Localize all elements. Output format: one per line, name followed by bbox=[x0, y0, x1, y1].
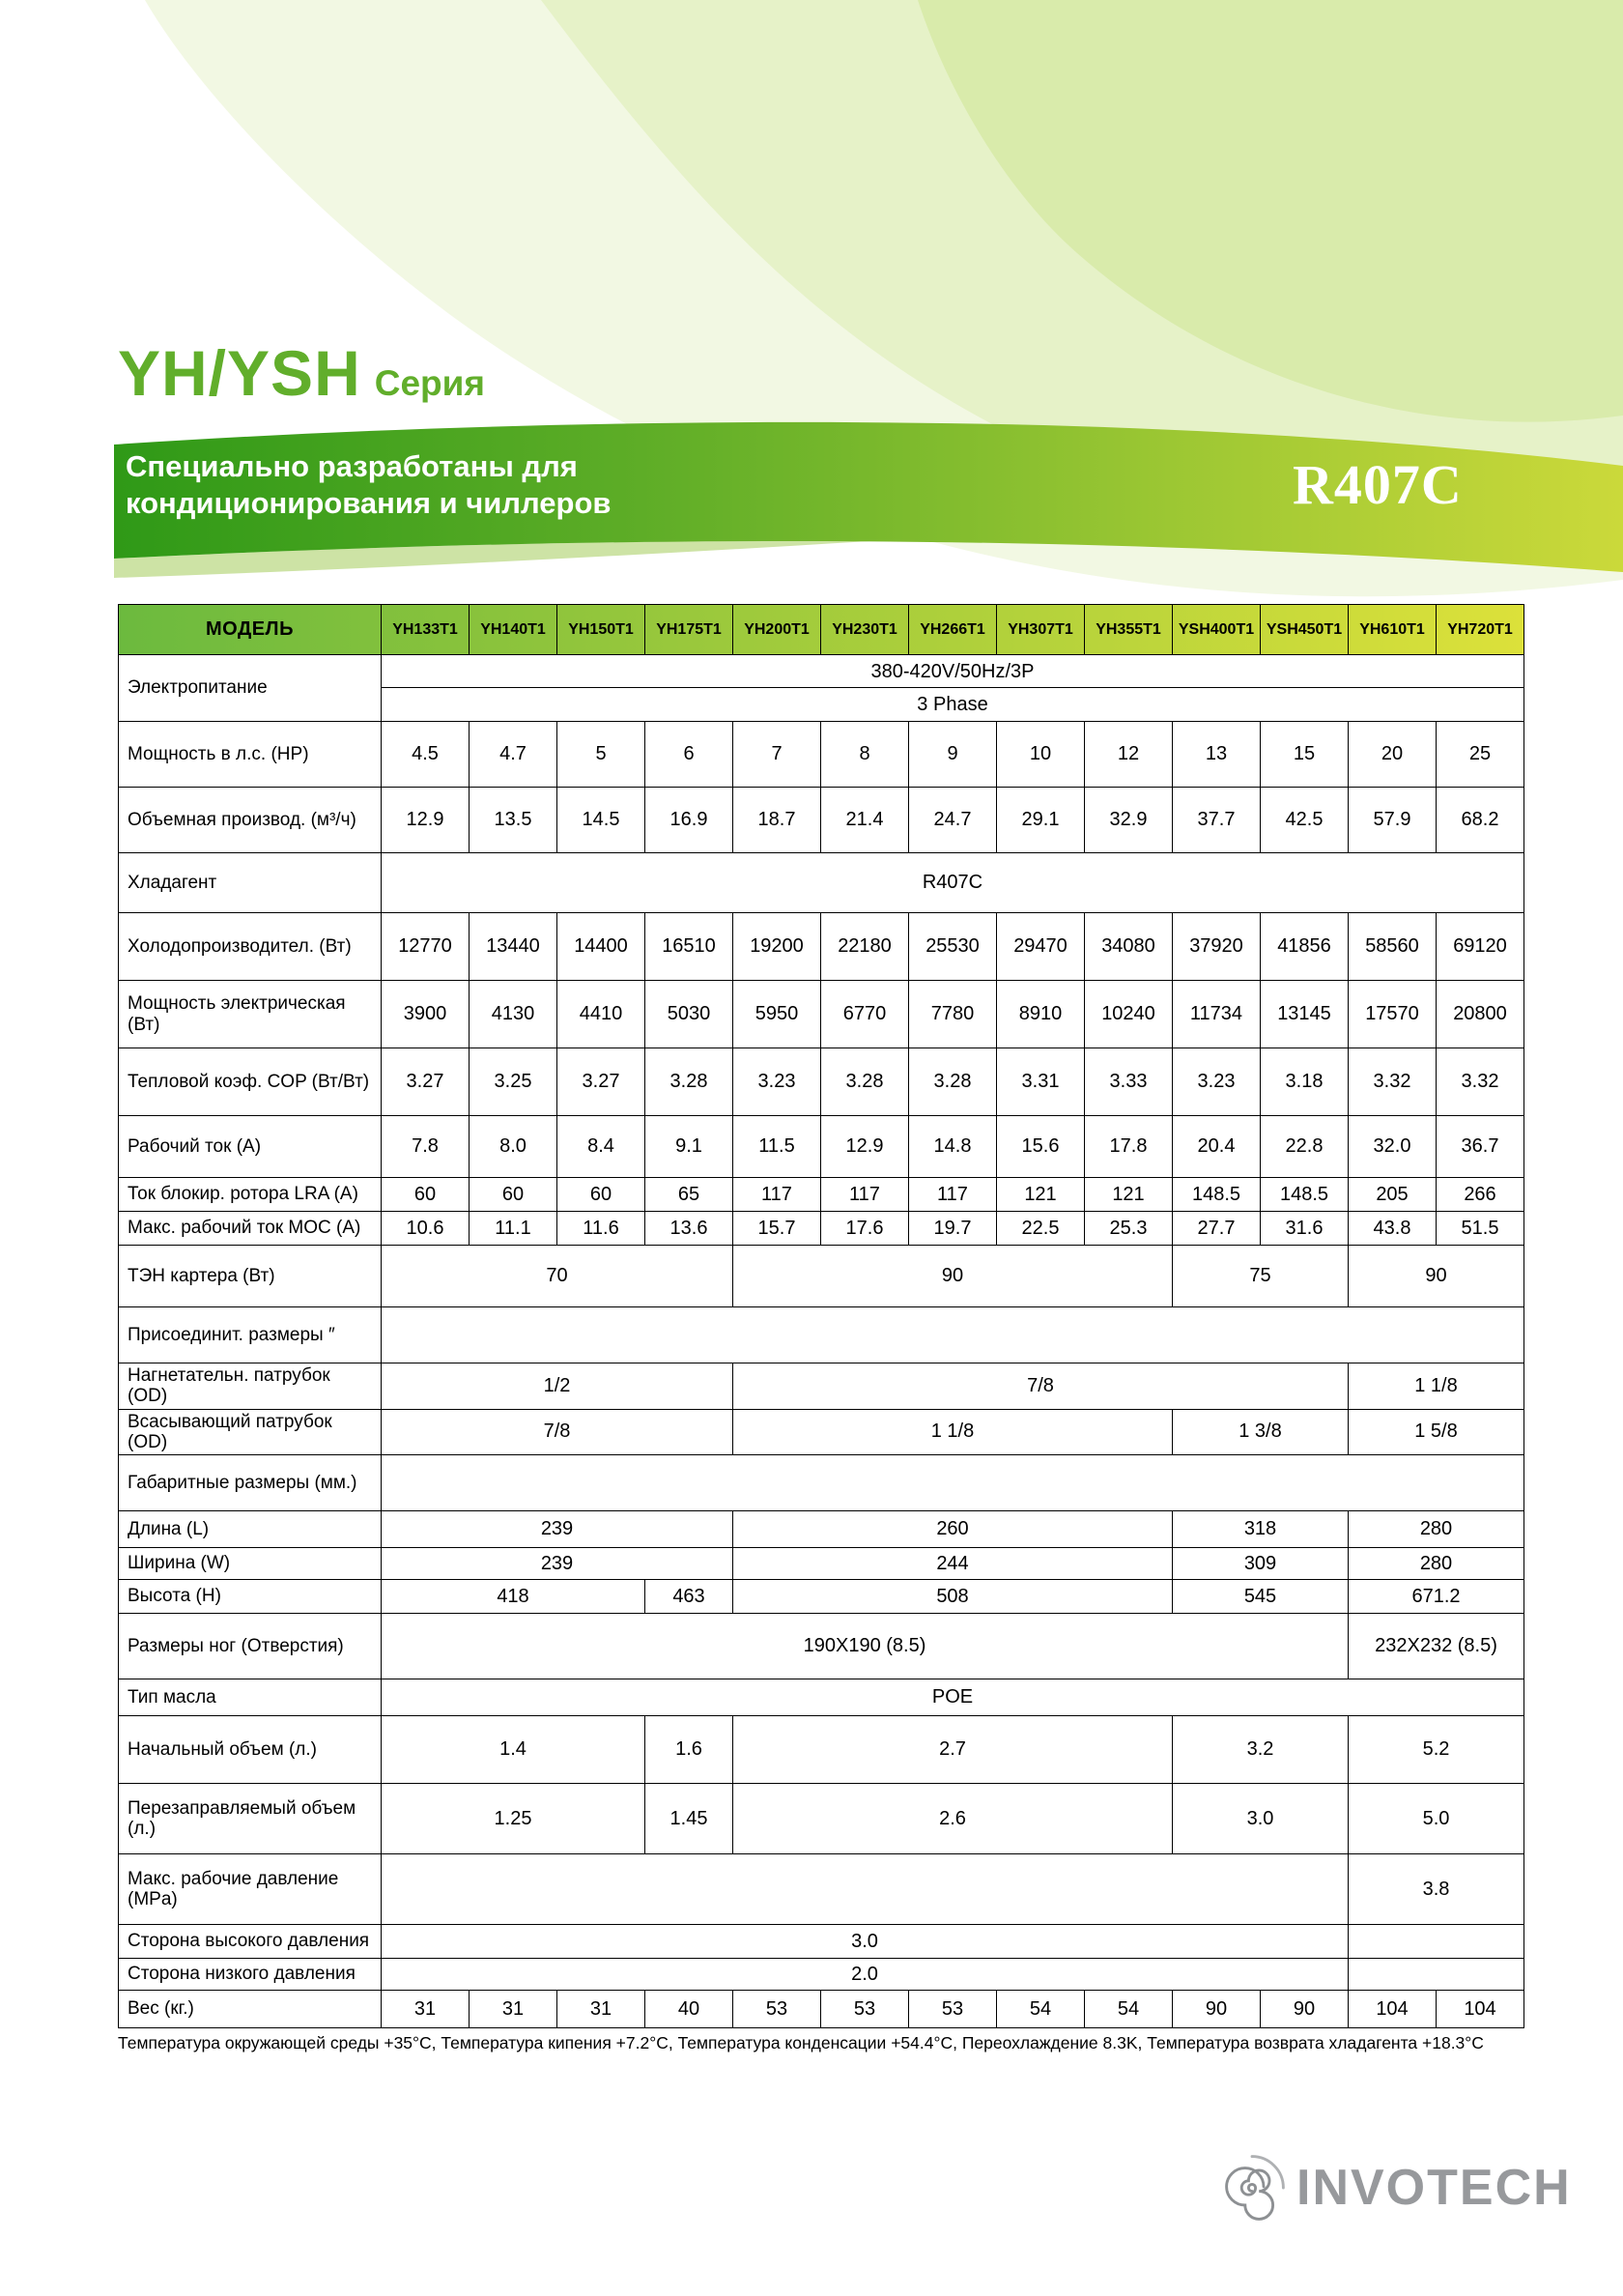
series-title-main: YH/YSH bbox=[118, 337, 361, 409]
value-cell: 148.5 bbox=[1173, 1178, 1261, 1212]
value-cell: 22.5 bbox=[997, 1212, 1085, 1246]
table-row bbox=[119, 1959, 1524, 1991]
table-row bbox=[119, 1548, 1524, 1580]
value-cell: 15.6 bbox=[997, 1116, 1085, 1178]
value-cell: 12770 bbox=[382, 913, 470, 981]
row-label: Сторона низкого давления bbox=[119, 1959, 382, 1991]
row-label: Мощность электрическая (Вт) bbox=[119, 981, 382, 1048]
value-cell: 12 bbox=[1085, 722, 1173, 788]
value-cell: 1/2 bbox=[382, 1363, 733, 1410]
value-cell: 9 bbox=[909, 722, 997, 788]
value-cell bbox=[1349, 1959, 1524, 1991]
table-row bbox=[119, 1178, 1524, 1212]
value-cell: 40 bbox=[645, 1991, 733, 2028]
value-cell: 11.6 bbox=[557, 1212, 645, 1246]
value-cell: 104 bbox=[1437, 1991, 1524, 2028]
value-cell: 31 bbox=[382, 1991, 470, 2028]
value-cell: 121 bbox=[1085, 1178, 1173, 1212]
value-cell: 6770 bbox=[821, 981, 909, 1048]
table-header-row bbox=[119, 605, 1524, 655]
series-title-sub: Серия bbox=[374, 363, 485, 403]
table-row bbox=[119, 788, 1524, 853]
series-title bbox=[118, 336, 485, 410]
row-label: Холодопроизводител. (Вт) bbox=[119, 913, 382, 981]
value-cell: 25 bbox=[1437, 722, 1524, 788]
table-row bbox=[119, 722, 1524, 788]
value-cell: 57.9 bbox=[1349, 788, 1437, 853]
value-cell: 8.0 bbox=[470, 1116, 557, 1178]
value-cell: 4130 bbox=[470, 981, 557, 1048]
footnote: Температура окружающей среды +35°C, Температура кипения +7.2°C, Температура конденсации +54.4°C, Переохлаждение 8.3K, Температура возврата хладагента +18.3°C bbox=[118, 2033, 1484, 2052]
value-cell bbox=[382, 1854, 1349, 1925]
spiral-logo-icon bbox=[1217, 2153, 1287, 2223]
value-cell: 121 bbox=[997, 1178, 1085, 1212]
value-cell: 12.9 bbox=[382, 788, 470, 853]
value-cell: 69120 bbox=[1437, 913, 1524, 981]
value-cell: 7.8 bbox=[382, 1116, 470, 1178]
stacked-value: 380-420V/50Hz/3P bbox=[382, 655, 1523, 688]
row-label: Ширина (W) bbox=[119, 1548, 382, 1580]
value-cell: 8.4 bbox=[557, 1116, 645, 1178]
value-cell: 13 bbox=[1173, 722, 1261, 788]
value-cell: 90 bbox=[733, 1246, 1173, 1307]
value-cell: 232X232 (8.5) bbox=[1349, 1614, 1524, 1679]
value-cell bbox=[382, 1307, 1524, 1363]
row-label: Габаритные размеры (мм.) bbox=[119, 1455, 382, 1511]
value-cell: 31.6 bbox=[1261, 1212, 1349, 1246]
row-label: Тепловой коэф. COP (Вт/Вт) bbox=[119, 1048, 382, 1116]
value-cell: 37.7 bbox=[1173, 788, 1261, 853]
row-label: Начальный объем (л.) bbox=[119, 1716, 382, 1784]
value-cell: 70 bbox=[382, 1246, 733, 1307]
model-name-header: YH150T1 bbox=[557, 605, 645, 655]
refrigerant-badge: R407C bbox=[1293, 453, 1463, 516]
value-cell: 2.6 bbox=[733, 1784, 1173, 1854]
table-row bbox=[119, 1246, 1524, 1307]
table-row bbox=[119, 853, 1524, 913]
value-cell bbox=[382, 1455, 1524, 1511]
value-cell: 4.5 bbox=[382, 722, 470, 788]
value-cell: 10.6 bbox=[382, 1212, 470, 1246]
spec-table bbox=[118, 604, 1524, 2028]
table-row bbox=[119, 981, 1524, 1048]
value-cell: 5950 bbox=[733, 981, 821, 1048]
value-cell: 53 bbox=[733, 1991, 821, 2028]
value-cell: 31 bbox=[557, 1991, 645, 2028]
row-label: Высота (H) bbox=[119, 1580, 382, 1614]
value-cell: 14400 bbox=[557, 913, 645, 981]
value-cell: 7780 bbox=[909, 981, 997, 1048]
value-cell: 3.8 bbox=[1349, 1854, 1524, 1925]
value-cell bbox=[382, 655, 1524, 722]
model-name-header: YH140T1 bbox=[470, 605, 557, 655]
model-name-header: YH200T1 bbox=[733, 605, 821, 655]
model-name-header: YH307T1 bbox=[997, 605, 1085, 655]
value-cell: 5.0 bbox=[1349, 1784, 1524, 1854]
value-cell: 117 bbox=[733, 1178, 821, 1212]
table-row bbox=[119, 1925, 1524, 1959]
value-cell: 15.7 bbox=[733, 1212, 821, 1246]
row-label: Электропитание bbox=[119, 655, 382, 722]
brand-logo bbox=[1217, 2153, 1572, 2223]
value-cell: 4.7 bbox=[470, 722, 557, 788]
value-cell: 19200 bbox=[733, 913, 821, 981]
value-cell: 22180 bbox=[821, 913, 909, 981]
value-cell: 1 1/8 bbox=[733, 1409, 1173, 1455]
row-label: Объемная производ. (м³/ч) bbox=[119, 788, 382, 853]
value-cell: 60 bbox=[470, 1178, 557, 1212]
value-cell: 1 3/8 bbox=[1173, 1409, 1349, 1455]
value-cell: 1.45 bbox=[645, 1784, 733, 1854]
model-name-header: YH175T1 bbox=[645, 605, 733, 655]
value-cell: 10 bbox=[997, 722, 1085, 788]
table-row bbox=[119, 913, 1524, 981]
row-label: Макс. рабочие давление (MPa) bbox=[119, 1854, 382, 1925]
value-cell: 12.9 bbox=[821, 1116, 909, 1178]
table-row bbox=[119, 1854, 1524, 1925]
value-cell: 13440 bbox=[470, 913, 557, 981]
value-cell: 27.7 bbox=[1173, 1212, 1261, 1246]
value-cell: 20.4 bbox=[1173, 1116, 1261, 1178]
value-cell: 36.7 bbox=[1437, 1116, 1524, 1178]
value-cell: 65 bbox=[645, 1178, 733, 1212]
value-cell: 14.5 bbox=[557, 788, 645, 853]
value-cell: 7 bbox=[733, 722, 821, 788]
value-cell: 75 bbox=[1173, 1246, 1349, 1307]
value-cell: 9.1 bbox=[645, 1116, 733, 1178]
table-row bbox=[119, 1679, 1524, 1716]
value-cell: 22.8 bbox=[1261, 1116, 1349, 1178]
value-cell: 3900 bbox=[382, 981, 470, 1048]
value-cell: 1.25 bbox=[382, 1784, 645, 1854]
value-cell: 15 bbox=[1261, 722, 1349, 788]
row-label: Нагнетательн. патрубок (OD) bbox=[119, 1363, 382, 1410]
value-cell: 1 1/8 bbox=[1349, 1363, 1524, 1410]
value-cell: 90 bbox=[1173, 1991, 1261, 2028]
value-cell: 2.0 bbox=[382, 1959, 1349, 1991]
value-cell: 266 bbox=[1437, 1178, 1524, 1212]
model-name-header: YH610T1 bbox=[1349, 605, 1437, 655]
value-cell: 5030 bbox=[645, 981, 733, 1048]
row-label: Присоединит. размеры ″ bbox=[119, 1307, 382, 1363]
value-cell: 318 bbox=[1173, 1511, 1349, 1548]
model-name-header: YH230T1 bbox=[821, 605, 909, 655]
table-row bbox=[119, 1991, 1524, 2028]
model-name-header: YH720T1 bbox=[1437, 605, 1524, 655]
value-cell: 10240 bbox=[1085, 981, 1173, 1048]
value-cell: 8 bbox=[821, 722, 909, 788]
value-cell: 54 bbox=[1085, 1991, 1173, 2028]
value-cell: 7/8 bbox=[733, 1363, 1349, 1410]
value-cell: 13145 bbox=[1261, 981, 1349, 1048]
value-cell: 260 bbox=[733, 1511, 1173, 1548]
value-cell: 1.4 bbox=[382, 1716, 645, 1784]
value-cell: 1 5/8 bbox=[1349, 1409, 1524, 1455]
value-cell: 508 bbox=[733, 1580, 1173, 1614]
value-cell: 13.6 bbox=[645, 1212, 733, 1246]
value-cell: 11734 bbox=[1173, 981, 1261, 1048]
value-cell: 32.9 bbox=[1085, 788, 1173, 853]
value-cell: 18.7 bbox=[733, 788, 821, 853]
value-cell: 20 bbox=[1349, 722, 1437, 788]
table-row bbox=[119, 1716, 1524, 1784]
value-cell: 280 bbox=[1349, 1548, 1524, 1580]
table-row bbox=[119, 1116, 1524, 1178]
value-cell: 5 bbox=[557, 722, 645, 788]
value-cell: 32.0 bbox=[1349, 1116, 1437, 1178]
model-name-header: YH133T1 bbox=[382, 605, 470, 655]
value-cell: 53 bbox=[821, 1991, 909, 2028]
row-label: Ток блокир. ротора LRA (А) bbox=[119, 1178, 382, 1212]
value-cell: 53 bbox=[909, 1991, 997, 2028]
value-cell: 41856 bbox=[1261, 913, 1349, 981]
value-cell: 60 bbox=[382, 1178, 470, 1212]
value-cell: 31 bbox=[470, 1991, 557, 2028]
value-cell bbox=[1349, 1925, 1524, 1959]
value-cell: 190X190 (8.5) bbox=[382, 1614, 1349, 1679]
table-row bbox=[119, 1614, 1524, 1679]
row-label: Размеры ног (Отверстия) bbox=[119, 1614, 382, 1679]
row-label: ТЭН картера (Вт) bbox=[119, 1246, 382, 1307]
row-label: Перезаправляемый объем (л.) bbox=[119, 1784, 382, 1854]
value-cell: 90 bbox=[1349, 1246, 1524, 1307]
value-cell: 463 bbox=[645, 1580, 733, 1614]
table-row bbox=[119, 1212, 1524, 1246]
value-cell: 3.23 bbox=[733, 1048, 821, 1116]
value-cell: 16510 bbox=[645, 913, 733, 981]
banner-line2: кондиционирования и чиллеров bbox=[126, 485, 612, 520]
stacked-value: 3 Phase bbox=[917, 694, 988, 715]
model-name-header: YSH400T1 bbox=[1173, 605, 1261, 655]
value-cell: 19.7 bbox=[909, 1212, 997, 1246]
value-cell: 25.3 bbox=[1085, 1212, 1173, 1246]
row-label: Мощность в л.с. (HP) bbox=[119, 722, 382, 788]
value-cell: 29.1 bbox=[997, 788, 1085, 853]
value-cell: 20800 bbox=[1437, 981, 1524, 1048]
model-name-header: YH266T1 bbox=[909, 605, 997, 655]
value-cell: 13.5 bbox=[470, 788, 557, 853]
value-cell: 280 bbox=[1349, 1511, 1524, 1548]
value-cell: 239 bbox=[382, 1511, 733, 1548]
model-name-header: YH355T1 bbox=[1085, 605, 1173, 655]
value-cell: 5.2 bbox=[1349, 1716, 1524, 1784]
value-cell: 545 bbox=[1173, 1580, 1349, 1614]
value-cell: 4410 bbox=[557, 981, 645, 1048]
model-name-header: YSH450T1 bbox=[1261, 605, 1349, 655]
value-cell: 17570 bbox=[1349, 981, 1437, 1048]
table-row bbox=[119, 1363, 1524, 1410]
value-cell: 11.1 bbox=[470, 1212, 557, 1246]
value-cell: 34080 bbox=[1085, 913, 1173, 981]
row-label: Тип масла bbox=[119, 1679, 382, 1716]
value-cell: 60 bbox=[557, 1178, 645, 1212]
value-cell: 3.33 bbox=[1085, 1048, 1173, 1116]
value-cell: 16.9 bbox=[645, 788, 733, 853]
value-cell: 25530 bbox=[909, 913, 997, 981]
value-cell: 3.28 bbox=[909, 1048, 997, 1116]
value-cell: 68.2 bbox=[1437, 788, 1524, 853]
table-row bbox=[119, 1409, 1524, 1455]
row-label: Всасывающий патрубок (OD) bbox=[119, 1409, 382, 1455]
row-label: Рабочий ток (А) bbox=[119, 1116, 382, 1178]
value-cell: 3.32 bbox=[1437, 1048, 1524, 1116]
value-cell: 90 bbox=[1261, 1991, 1349, 2028]
value-cell: 117 bbox=[909, 1178, 997, 1212]
value-cell: 2.7 bbox=[733, 1716, 1173, 1784]
value-cell: 3.18 bbox=[1261, 1048, 1349, 1116]
value-cell: 11.5 bbox=[733, 1116, 821, 1178]
value-cell: 43.8 bbox=[1349, 1212, 1437, 1246]
value-cell: 3.2 bbox=[1173, 1716, 1349, 1784]
row-label: Макс. рабочий ток MOC (А) bbox=[119, 1212, 382, 1246]
value-cell: 17.8 bbox=[1085, 1116, 1173, 1178]
value-cell: 104 bbox=[1349, 1991, 1437, 2028]
value-cell: R407C bbox=[382, 853, 1524, 913]
model-column-header: МОДЕЛЬ bbox=[119, 605, 382, 655]
row-label: Хладагент bbox=[119, 853, 382, 913]
value-cell: 3.28 bbox=[821, 1048, 909, 1116]
value-cell: 205 bbox=[1349, 1178, 1437, 1212]
value-cell: 244 bbox=[733, 1548, 1173, 1580]
value-cell: 309 bbox=[1173, 1548, 1349, 1580]
value-cell: 37920 bbox=[1173, 913, 1261, 981]
value-cell: 3.25 bbox=[470, 1048, 557, 1116]
value-cell: 3.27 bbox=[382, 1048, 470, 1116]
value-cell: 58560 bbox=[1349, 913, 1437, 981]
value-cell: 54 bbox=[997, 1991, 1085, 2028]
banner-line1: Специально разработаны для bbox=[126, 449, 578, 483]
value-cell: 418 bbox=[382, 1580, 645, 1614]
table-row bbox=[119, 1580, 1524, 1614]
value-cell: 1.6 bbox=[645, 1716, 733, 1784]
banner-subtitle bbox=[126, 448, 611, 522]
value-cell: POE bbox=[382, 1679, 1524, 1716]
value-cell: 3.0 bbox=[382, 1925, 1349, 1959]
value-cell: 3.28 bbox=[645, 1048, 733, 1116]
table-row bbox=[119, 1307, 1524, 1363]
value-cell: 51.5 bbox=[1437, 1212, 1524, 1246]
table-row bbox=[119, 655, 1524, 722]
value-cell: 17.6 bbox=[821, 1212, 909, 1246]
table-row bbox=[119, 1048, 1524, 1116]
table-row bbox=[119, 1511, 1524, 1548]
value-cell: 671.2 bbox=[1349, 1580, 1524, 1614]
value-cell: 8910 bbox=[997, 981, 1085, 1048]
value-cell: 21.4 bbox=[821, 788, 909, 853]
value-cell: 239 bbox=[382, 1548, 733, 1580]
row-label: Вес (кг.) bbox=[119, 1991, 382, 2028]
value-cell: 148.5 bbox=[1261, 1178, 1349, 1212]
value-cell: 6 bbox=[645, 722, 733, 788]
value-cell: 14.8 bbox=[909, 1116, 997, 1178]
table-row bbox=[119, 1455, 1524, 1511]
value-cell: 42.5 bbox=[1261, 788, 1349, 853]
value-cell: 3.32 bbox=[1349, 1048, 1437, 1116]
table-row bbox=[119, 1784, 1524, 1854]
value-cell: 3.27 bbox=[557, 1048, 645, 1116]
value-cell: 24.7 bbox=[909, 788, 997, 853]
value-cell: 3.23 bbox=[1173, 1048, 1261, 1116]
row-label: Сторона высокого давления bbox=[119, 1925, 382, 1959]
value-cell: 3.31 bbox=[997, 1048, 1085, 1116]
value-cell: 117 bbox=[821, 1178, 909, 1212]
value-cell: 7/8 bbox=[382, 1409, 733, 1455]
row-label: Длина (L) bbox=[119, 1511, 382, 1548]
brand-name: INVOTECH bbox=[1296, 2160, 1572, 2216]
value-cell: 3.0 bbox=[1173, 1784, 1349, 1854]
value-cell: 29470 bbox=[997, 913, 1085, 981]
